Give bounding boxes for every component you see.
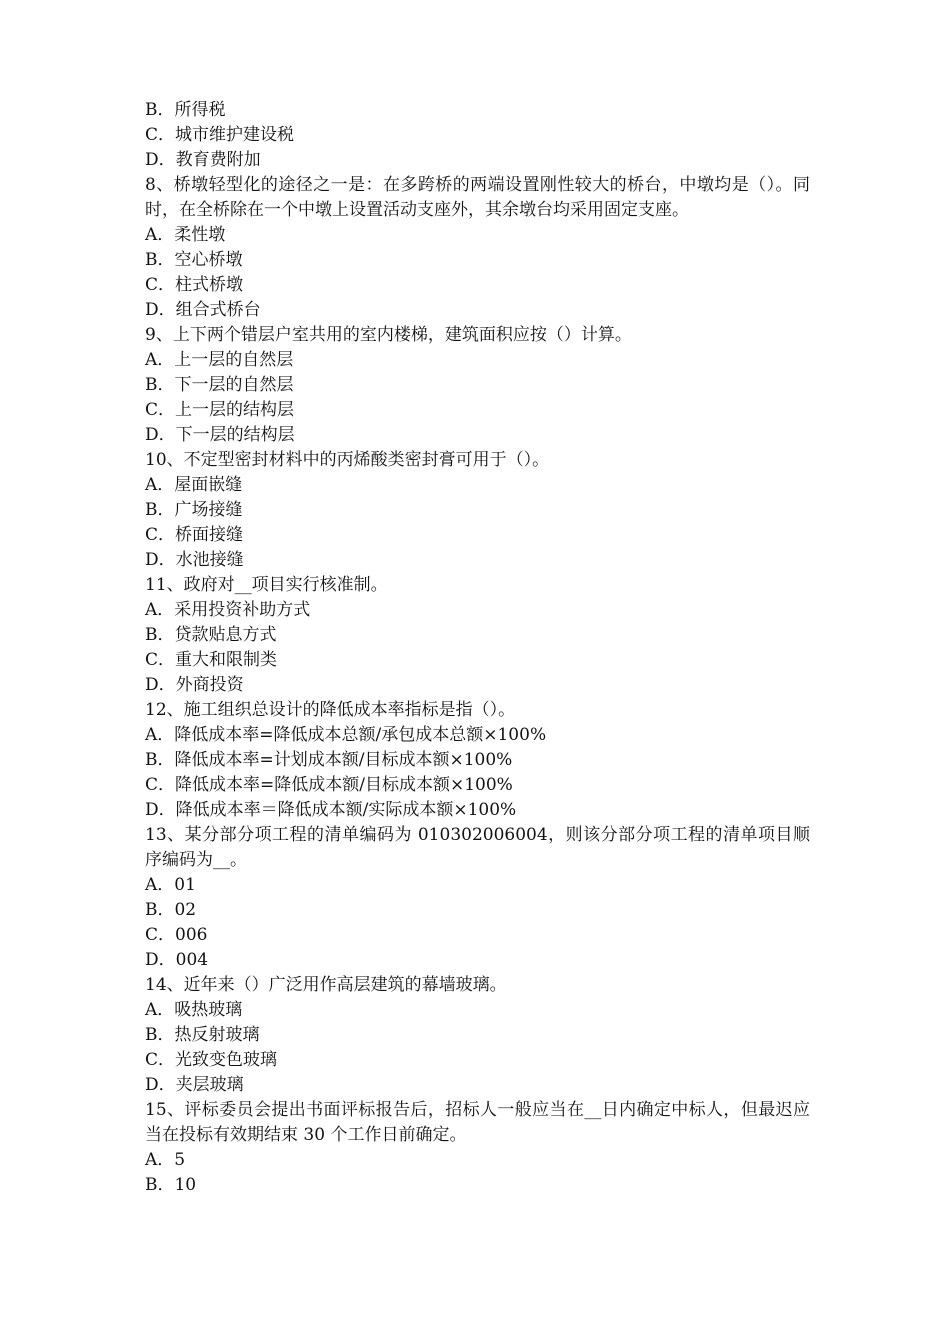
option-text: D．004 <box>145 950 209 970</box>
option-text: A．01 <box>145 875 196 895</box>
option-text: B．热反射玻璃 <box>145 1025 260 1045</box>
option-text: C．城市维护建设税 <box>145 125 295 145</box>
option-text: D．降低成本率＝降低成本额/实际成本额×100% <box>145 800 517 820</box>
option-text: D．下一层的结构层 <box>145 425 295 445</box>
question-text: 9、上下两个错层户室共用的室内楼梯，建筑面积应按（）计算。 <box>145 325 632 345</box>
option-text: B．空心桥墩 <box>145 250 243 270</box>
option-text: A．上一层的自然层 <box>145 350 294 370</box>
option-text: D．组合式桥台 <box>145 300 261 320</box>
option-text: A．降低成本率=降低成本总额/承包成本总额×100% <box>145 725 547 745</box>
option-text: A．屋面嵌缝 <box>145 475 243 495</box>
option-text: D．水池接缝 <box>145 550 244 570</box>
option-text: B．02 <box>145 900 197 920</box>
option-text: D．夹层玻璃 <box>145 1075 244 1095</box>
question-text: 10、不定型密封材料中的丙烯酸类密封膏可用于（）。 <box>145 450 550 470</box>
question-text: 15、评标委员会提出书面评标报告后，招标人一般应当在__日内确定中标人，但最迟应当在投标有效期结束 30 个工作日前确定。 <box>145 1100 810 1145</box>
option-text: C．降低成本率=降低成本额/目标成本额×100% <box>145 775 513 795</box>
option-text: B．下一层的自然层 <box>145 375 294 395</box>
question-text: 14、近年来（）广泛用作高层建筑的幕墙玻璃。 <box>145 975 507 995</box>
option-text: A．采用投资补助方式 <box>145 600 311 620</box>
option-text: C．柱式桥墩 <box>145 275 244 295</box>
option-text: C．光致变色玻璃 <box>145 1050 278 1070</box>
option-text: A．5 <box>145 1150 186 1170</box>
question-text: 11、政府对__项目实行核准制。 <box>145 575 388 595</box>
option-text: C．006 <box>145 925 208 945</box>
option-text: C．桥面接缝 <box>145 525 244 545</box>
question-text: 8、桥墩轻型化的途径之一是：在多跨桥的两端设置刚性较大的桥台，中墩均是（）。同时，在全桥除在一个中墩上设置活动支座外，其余墩台均采用固定支座。 <box>145 175 810 220</box>
option-text: B．所得税 <box>145 100 226 120</box>
option-text: D．教育费附加 <box>145 150 261 170</box>
option-text: A．柔性墩 <box>145 225 226 245</box>
option-text: B．降低成本率=计划成本额/目标成本额×100% <box>145 750 513 770</box>
option-text: C．上一层的结构层 <box>145 400 295 420</box>
option-text: D．外商投资 <box>145 675 244 695</box>
option-text: B．广场接缝 <box>145 500 243 520</box>
option-text: B．10 <box>145 1175 197 1195</box>
question-text: 12、施工组织总设计的降低成本率指标是指（）。 <box>145 700 516 720</box>
question-text: 13、某分部分项工程的清单编码为 010302006004，则该分部分项工程的清单项目顺序编码为__。 <box>145 825 810 870</box>
document-page <box>145 98 810 1198</box>
option-text: C．重大和限制类 <box>145 650 278 670</box>
option-text: A．吸热玻璃 <box>145 1000 243 1020</box>
option-text: B．贷款贴息方式 <box>145 625 277 645</box>
